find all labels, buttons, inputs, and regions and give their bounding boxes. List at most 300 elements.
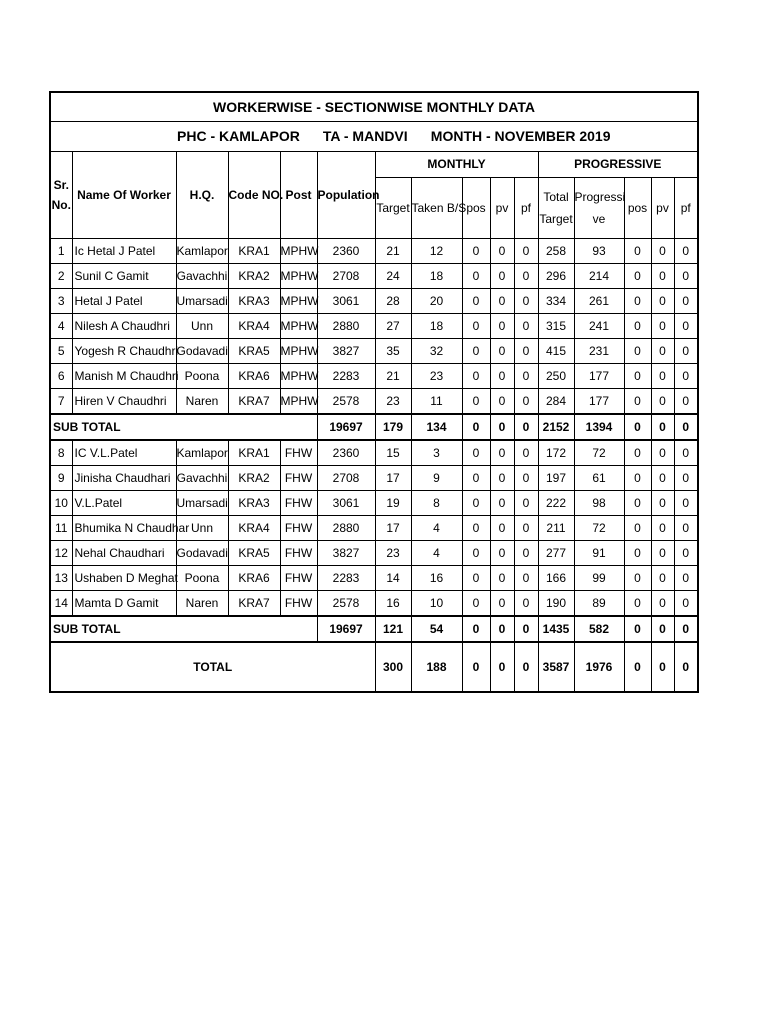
table-cell: 0 — [624, 516, 651, 541]
subtotal-value: 0 — [514, 414, 538, 440]
table-cell: KRA3 — [228, 289, 280, 314]
table-cell: Kamlapor — [176, 239, 228, 264]
table-cell: 0 — [514, 516, 538, 541]
col-header-prog-pos: pos — [624, 178, 651, 239]
table-cell: 0 — [674, 566, 698, 591]
table-cell: 0 — [651, 591, 674, 617]
table-cell: 0 — [462, 591, 490, 617]
table-cell: 0 — [651, 339, 674, 364]
table-cell: 0 — [490, 289, 514, 314]
table-cell: MPHW — [280, 314, 317, 339]
subtotal-value: 0 — [674, 616, 698, 642]
table-cell: 0 — [624, 289, 651, 314]
table-cell: 28 — [375, 289, 411, 314]
table-cell: 0 — [624, 314, 651, 339]
subtotal-value: 121 — [375, 616, 411, 642]
subtotal-value: 0 — [490, 616, 514, 642]
total-value: 0 — [674, 642, 698, 692]
table-cell: 0 — [674, 466, 698, 491]
subtotal-value: 1435 — [538, 616, 574, 642]
table-cell: 16 — [411, 566, 462, 591]
table-cell: FHW — [280, 591, 317, 617]
table-cell: 0 — [514, 339, 538, 364]
table-cell: 0 — [674, 339, 698, 364]
total-value: 0 — [624, 642, 651, 692]
table-cell: Ushaben D Meghat — [72, 566, 176, 591]
table-cell: 24 — [375, 264, 411, 289]
table-cell: 0 — [490, 314, 514, 339]
table-cell: 0 — [624, 440, 651, 466]
table-cell: 0 — [651, 239, 674, 264]
table-cell: 0 — [514, 314, 538, 339]
table-cell: 0 — [514, 264, 538, 289]
table-cell: 0 — [624, 239, 651, 264]
subtotal-value: 0 — [462, 414, 490, 440]
subtotal-value: 0 — [674, 414, 698, 440]
table-cell: 177 — [574, 389, 624, 415]
table-cell: 0 — [651, 314, 674, 339]
subtotal-value: 1394 — [574, 414, 624, 440]
table-cell: Naren — [176, 591, 228, 617]
table-cell: 0 — [490, 541, 514, 566]
table-cell: 415 — [538, 339, 574, 364]
table-cell: 5 — [50, 339, 72, 364]
total-value: 300 — [375, 642, 411, 692]
table-cell: 0 — [462, 440, 490, 466]
table-cell: 0 — [651, 491, 674, 516]
subtotal-value: 54 — [411, 616, 462, 642]
table-cell: 27 — [375, 314, 411, 339]
table-cell: 2578 — [317, 389, 375, 415]
subtotal-value: 0 — [624, 414, 651, 440]
table-cell: FHW — [280, 440, 317, 466]
table-cell: Umarsadi — [176, 289, 228, 314]
table-cell: 23 — [375, 389, 411, 415]
table-cell: Mamta D Gamit — [72, 591, 176, 617]
table-cell: FHW — [280, 566, 317, 591]
table-cell: KRA4 — [228, 314, 280, 339]
table-cell: 8 — [50, 440, 72, 466]
table-cell: 0 — [514, 566, 538, 591]
table-cell: 10 — [411, 591, 462, 617]
table-cell: Hiren V Chaudhri — [72, 389, 176, 415]
table-cell: 14 — [375, 566, 411, 591]
table-cell: KRA5 — [228, 541, 280, 566]
table-cell: 0 — [674, 314, 698, 339]
table-cell: 277 — [538, 541, 574, 566]
table-cell: 0 — [624, 339, 651, 364]
table-cell: 0 — [674, 440, 698, 466]
table-cell: 2880 — [317, 314, 375, 339]
table-row — [50, 239, 698, 264]
table-cell: 3827 — [317, 541, 375, 566]
table-cell: FHW — [280, 466, 317, 491]
table-cell: V.L.Patel — [72, 491, 176, 516]
table-cell: 258 — [538, 239, 574, 264]
table-cell: 190 — [538, 591, 574, 617]
table-cell: 17 — [375, 466, 411, 491]
table-cell: KRA2 — [228, 466, 280, 491]
table-cell: Ic Hetal J Patel — [72, 239, 176, 264]
table-cell: Nilesh A Chaudhri — [72, 314, 176, 339]
table-cell: 0 — [651, 566, 674, 591]
col-header-prog-pv: pv — [651, 178, 674, 239]
table-cell: 6 — [50, 364, 72, 389]
subtotal-value: 0 — [651, 616, 674, 642]
col-header-total-target: Total Target — [538, 178, 574, 239]
table-cell: FHW — [280, 491, 317, 516]
total-value: 3587 — [538, 642, 574, 692]
table-cell: Manish M Chaudhri — [72, 364, 176, 389]
table-cell: 2708 — [317, 264, 375, 289]
table-cell: 296 — [538, 264, 574, 289]
table-cell: Unn — [176, 516, 228, 541]
table-cell: 0 — [624, 389, 651, 415]
table-cell: KRA5 — [228, 339, 280, 364]
subtotal-value: 134 — [411, 414, 462, 440]
total-value: 0 — [462, 642, 490, 692]
table-cell: 0 — [514, 440, 538, 466]
col-header-pv: pv — [490, 178, 514, 239]
table-cell: 32 — [411, 339, 462, 364]
table-cell: 4 — [50, 314, 72, 339]
col-header-progressive: Progressi ve — [574, 178, 624, 239]
col-header-taken: Taken B/S — [411, 178, 462, 239]
table-cell: 0 — [490, 264, 514, 289]
table-cell: 261 — [574, 289, 624, 314]
table-cell: 0 — [651, 541, 674, 566]
subtotal-label: SUB TOTAL — [50, 414, 317, 440]
col-header-sr-no: Sr. No. — [50, 152, 72, 239]
table-cell: Nehal Chaudhari — [72, 541, 176, 566]
table-cell: MPHW — [280, 239, 317, 264]
ta-label: TA - MANDVI — [322, 128, 408, 144]
table-cell: 4 — [411, 541, 462, 566]
table-cell: 0 — [462, 314, 490, 339]
total-value: 0 — [651, 642, 674, 692]
table-cell: 0 — [490, 239, 514, 264]
table-cell: Bhumika N Chaudhar — [72, 516, 176, 541]
table-cell: MPHW — [280, 264, 317, 289]
table-cell: Poona — [176, 364, 228, 389]
table-cell: 0 — [651, 516, 674, 541]
worker-data-table — [49, 91, 699, 693]
table-cell: 315 — [538, 314, 574, 339]
table-cell: 15 — [375, 440, 411, 466]
table-row — [50, 264, 698, 289]
table-cell: 72 — [574, 516, 624, 541]
table-row — [50, 289, 698, 314]
table-cell: 0 — [490, 364, 514, 389]
table-cell: 3827 — [317, 339, 375, 364]
table-cell: Godavadi — [176, 541, 228, 566]
table-cell: 0 — [651, 389, 674, 415]
table-row — [50, 516, 698, 541]
subtotal-value: 19697 — [317, 414, 375, 440]
table-cell: 0 — [514, 541, 538, 566]
table-cell: 0 — [651, 466, 674, 491]
table-cell: 284 — [538, 389, 574, 415]
table-cell: 0 — [462, 239, 490, 264]
table-cell: 172 — [538, 440, 574, 466]
table-cell: 0 — [624, 364, 651, 389]
table-row — [50, 566, 698, 591]
table-cell: 3 — [50, 289, 72, 314]
table-cell: 0 — [651, 264, 674, 289]
report-title: WORKERWISE - SECTIONWISE MONTHLY DATA — [50, 92, 698, 122]
table-cell: Yogesh R Chaudhri — [72, 339, 176, 364]
table-cell: FHW — [280, 541, 317, 566]
table-cell: KRA6 — [228, 364, 280, 389]
table-row — [50, 339, 698, 364]
table-cell: 0 — [674, 541, 698, 566]
table-cell: Unn — [176, 314, 228, 339]
total-value: 188 — [411, 642, 462, 692]
table-cell: KRA7 — [228, 389, 280, 415]
table-row — [50, 541, 698, 566]
table-cell: KRA1 — [228, 239, 280, 264]
table-cell: 2708 — [317, 466, 375, 491]
table-cell: 23 — [411, 364, 462, 389]
table-cell: 0 — [651, 440, 674, 466]
table-cell: 0 — [624, 541, 651, 566]
table-cell: 18 — [411, 314, 462, 339]
subtotal-value: 0 — [462, 616, 490, 642]
table-cell: Poona — [176, 566, 228, 591]
table-cell: 0 — [490, 491, 514, 516]
table-cell: 11 — [411, 389, 462, 415]
subtotal-value: 0 — [514, 616, 538, 642]
table-cell: 2578 — [317, 591, 375, 617]
table-cell: 35 — [375, 339, 411, 364]
table-cell: 89 — [574, 591, 624, 617]
table-cell: 13 — [50, 566, 72, 591]
total-row — [50, 642, 698, 692]
table-cell: 334 — [538, 289, 574, 314]
table-cell: 0 — [674, 389, 698, 415]
table-cell: 0 — [514, 591, 538, 617]
col-header-pf: pf — [514, 178, 538, 239]
subtotal-value: 0 — [490, 414, 514, 440]
table-cell: KRA7 — [228, 591, 280, 617]
table-row — [50, 466, 698, 491]
table-cell: 241 — [574, 314, 624, 339]
table-cell: 0 — [490, 516, 514, 541]
table-cell: MPHW — [280, 364, 317, 389]
table-cell: 0 — [490, 440, 514, 466]
table-cell: 0 — [624, 466, 651, 491]
table-cell: 0 — [624, 566, 651, 591]
table-cell: 0 — [514, 466, 538, 491]
table-cell: 0 — [624, 491, 651, 516]
subtotal-value: 582 — [574, 616, 624, 642]
table-cell: 0 — [462, 389, 490, 415]
table-cell: IC V.L.Patel — [72, 440, 176, 466]
subtotal-value: 19697 — [317, 616, 375, 642]
subtotal-label: SUB TOTAL — [50, 616, 317, 642]
table-cell: 231 — [574, 339, 624, 364]
table-cell: 2360 — [317, 239, 375, 264]
table-cell: 98 — [574, 491, 624, 516]
table-cell: Jinisha Chaudhari — [72, 466, 176, 491]
table-cell: 93 — [574, 239, 624, 264]
col-header-population: Population — [317, 152, 375, 239]
table-cell: 0 — [462, 289, 490, 314]
table-cell: 0 — [462, 264, 490, 289]
table-cell: 2283 — [317, 566, 375, 591]
table-cell: 2 — [50, 264, 72, 289]
table-cell: 0 — [462, 466, 490, 491]
table-cell: 3061 — [317, 289, 375, 314]
table-cell: 0 — [514, 491, 538, 516]
table-cell: 23 — [375, 541, 411, 566]
table-cell: KRA6 — [228, 566, 280, 591]
subtotal-row — [50, 414, 698, 440]
table-cell: 0 — [462, 566, 490, 591]
table-cell: FHW — [280, 516, 317, 541]
group-header-progressive: PROGRESSIVE — [538, 152, 698, 178]
table-cell: 0 — [624, 591, 651, 617]
col-header-code: Code NO. — [228, 152, 280, 239]
table-cell: 211 — [538, 516, 574, 541]
col-header-pos: pos — [462, 178, 490, 239]
total-value: 1976 — [574, 642, 624, 692]
table-cell: 222 — [538, 491, 574, 516]
table-cell: MPHW — [280, 289, 317, 314]
table-cell: Hetal J Patel — [72, 289, 176, 314]
table-cell: 0 — [674, 289, 698, 314]
table-cell: KRA4 — [228, 516, 280, 541]
table-cell: 11 — [50, 516, 72, 541]
table-cell: 3061 — [317, 491, 375, 516]
table-cell: 0 — [674, 591, 698, 617]
table-cell: 12 — [50, 541, 72, 566]
table-cell: 250 — [538, 364, 574, 389]
table-cell: 14 — [50, 591, 72, 617]
table-cell: 177 — [574, 364, 624, 389]
table-cell: 20 — [411, 289, 462, 314]
subtotal-value: 2152 — [538, 414, 574, 440]
table-cell: 16 — [375, 591, 411, 617]
table-cell: 0 — [624, 264, 651, 289]
table-cell: 0 — [514, 289, 538, 314]
table-cell: 91 — [574, 541, 624, 566]
table-row — [50, 440, 698, 466]
table-cell: Gavachhi — [176, 264, 228, 289]
table-cell: 9 — [50, 466, 72, 491]
table-cell: 0 — [490, 339, 514, 364]
month-label: MONTH - NOVEMBER 2019 — [430, 128, 611, 144]
table-cell: 18 — [411, 264, 462, 289]
table-cell: 4 — [411, 516, 462, 541]
table-cell: Naren — [176, 389, 228, 415]
total-label: TOTAL — [50, 642, 375, 692]
table-cell: 2283 — [317, 364, 375, 389]
subtotal-value: 179 — [375, 414, 411, 440]
table-cell: MPHW — [280, 339, 317, 364]
table-cell: 21 — [375, 239, 411, 264]
table-cell: KRA1 — [228, 440, 280, 466]
subtotal-value: 0 — [651, 414, 674, 440]
report-subtitle — [50, 122, 698, 152]
table-cell: 0 — [514, 239, 538, 264]
table-cell: 214 — [574, 264, 624, 289]
table-cell: 0 — [490, 389, 514, 415]
table-row — [50, 364, 698, 389]
table-cell: 0 — [674, 491, 698, 516]
table-cell: Kamlapor — [176, 440, 228, 466]
table-cell: 8 — [411, 491, 462, 516]
table-cell: 0 — [651, 289, 674, 314]
table-cell: 99 — [574, 566, 624, 591]
table-cell: Umarsadi — [176, 491, 228, 516]
table-cell: 0 — [462, 364, 490, 389]
table-cell: 0 — [462, 516, 490, 541]
table-row — [50, 389, 698, 415]
table-cell: 17 — [375, 516, 411, 541]
table-cell: 0 — [462, 491, 490, 516]
table-cell: KRA2 — [228, 264, 280, 289]
subtotal-value: 0 — [624, 616, 651, 642]
col-header-prog-pf: pf — [674, 178, 698, 239]
table-cell: 72 — [574, 440, 624, 466]
table-cell: 0 — [514, 389, 538, 415]
table-cell: 0 — [462, 339, 490, 364]
table-row — [50, 491, 698, 516]
table-cell: 0 — [514, 364, 538, 389]
table-cell: 9 — [411, 466, 462, 491]
table-cell: MPHW — [280, 389, 317, 415]
col-header-name: Name Of Worker — [72, 152, 176, 239]
col-header-post: Post — [280, 152, 317, 239]
total-value: 0 — [514, 642, 538, 692]
table-cell: 2360 — [317, 440, 375, 466]
table-row — [50, 591, 698, 617]
table-cell: 61 — [574, 466, 624, 491]
col-header-hq: H.Q. — [176, 152, 228, 239]
group-header-monthly: MONTHLY — [375, 152, 538, 178]
table-cell: 2880 — [317, 516, 375, 541]
table-cell: 7 — [50, 389, 72, 415]
table-cell: 10 — [50, 491, 72, 516]
phc-label: PHC - KAMLAPOR — [177, 128, 300, 144]
table-cell: 0 — [490, 466, 514, 491]
table-row — [50, 314, 698, 339]
table-cell: 3 — [411, 440, 462, 466]
table-cell: 0 — [674, 516, 698, 541]
table-cell: 1 — [50, 239, 72, 264]
table-cell: 21 — [375, 364, 411, 389]
col-header-target: Target — [375, 178, 411, 239]
table-cell: 0 — [674, 239, 698, 264]
table-cell: 0 — [674, 364, 698, 389]
table-cell: Gavachhi — [176, 466, 228, 491]
table-cell: 0 — [674, 264, 698, 289]
total-value: 0 — [490, 642, 514, 692]
table-cell: 0 — [490, 591, 514, 617]
table-cell: 12 — [411, 239, 462, 264]
table-cell: 0 — [651, 364, 674, 389]
table-cell: 197 — [538, 466, 574, 491]
subtotal-row — [50, 616, 698, 642]
table-cell: 0 — [462, 541, 490, 566]
table-cell: 0 — [490, 566, 514, 591]
table-cell: Sunil C Gamit — [72, 264, 176, 289]
table-cell: 166 — [538, 566, 574, 591]
table-cell: KRA3 — [228, 491, 280, 516]
table-cell: 19 — [375, 491, 411, 516]
table-cell: Godavadi — [176, 339, 228, 364]
